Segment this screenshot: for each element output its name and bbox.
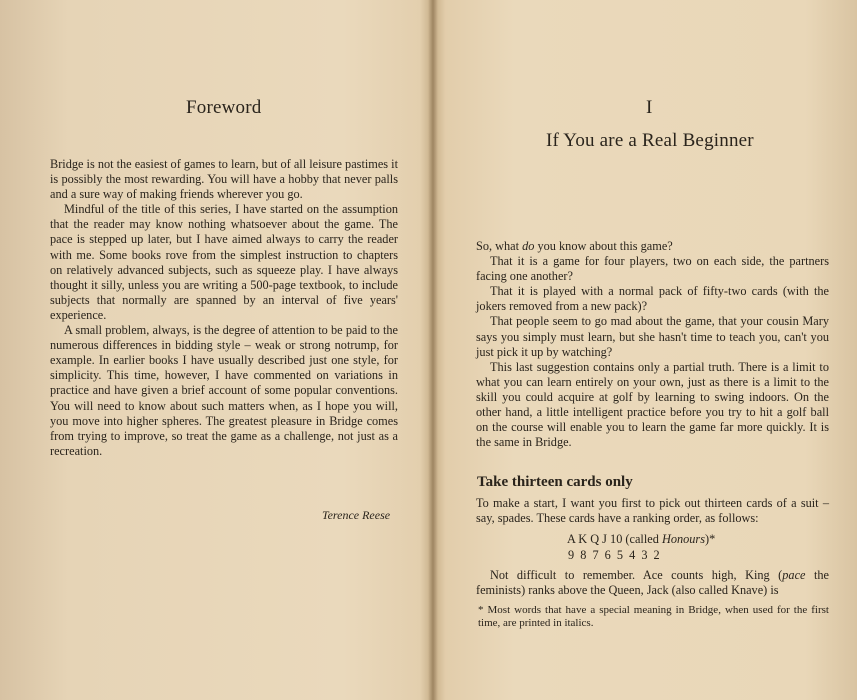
footnote: * Most words that have a special meaning in Bridge, when used for the first time, are printed in italics. [478, 604, 829, 629]
chapter-title: If You are a Real Beginner [546, 130, 754, 151]
foreword-body [50, 157, 398, 459]
right-page [434, 0, 857, 700]
section-paragraph: To make a start, I want you first to pick out thirteen cards of a suit – say, spades. These cards have a ranking order, as follows: [476, 496, 829, 526]
chapter-paragraph: That it is played with a normal pack of fifty-two cards (with the jokers removed from a new pack)? [476, 284, 829, 314]
foreword-title: Foreword [186, 97, 262, 118]
text-run: )* [705, 532, 716, 546]
emphasis-text: do [522, 239, 535, 253]
chapter-paragraph: That it is a game for four players, two on each side, the partners facing one another? [476, 254, 829, 284]
section-heading: Take thirteen cards only [477, 474, 633, 490]
spot-cards-line: 9 8 7 6 5 4 3 2 [568, 548, 662, 562]
card-ranks: A K Q J 10 [567, 532, 623, 546]
author-signature: Terence Reese [322, 508, 391, 522]
section-body-continued [476, 568, 829, 598]
chapter-number: I [646, 97, 653, 118]
section-paragraph [476, 568, 829, 598]
foreword-paragraph: Bridge is not the easiest of games to learn, but of all leisure pastimes it is possibly the most rewarding. You will have a hobby that never palls and a sure way of making friends wherever you go. [50, 157, 398, 202]
emphasis-text: Honours [661, 532, 705, 546]
foreword-paragraph: A small problem, always, is the degree of attention to be paid to the numerous differences in bidding style – weak or strong notrump, for example. In earlier books I have usually described just one style, for simplicity. This time, however, I have commented on variations in practice and have given a brief account of some popular conventions. You will need to know about such matters when, as I hope you will, you move into higher spheres. The greatest pleasure in Bridge comes from trying to improve, so treat the game as a challenge, not just as a recreation. [50, 323, 398, 458]
text-run: you know about this game? [534, 239, 673, 253]
section-body [476, 496, 829, 526]
chapter-paragraph: This last suggestion contains only a partial truth. There is a limit to what you can learn entirely on your own, just as there is a limit to the skill you could acquire at golf by learning to swing indoors. On the other hand, a little intelligent practice before you try to hit a golf ball on the course will enable you to learn the game far more quickly. It is the same in Bridge. [476, 359, 829, 450]
chapter-paragraph [476, 239, 829, 254]
text-run: (called [622, 532, 662, 546]
foreword-paragraph: Mindful of the title of this series, I have started on the assumption that the reader may know nothing whatsoever about the game. The pace is stepped up later, but I have aimed always to carry the reader with me. Some books rove from the simplest instruction to chapters on relatively advanced subjects, such as squeeze play. I have always thought it silly, unless you are writing a 500-page textbook, to include subjects that normally are spanned by an interval of five years' experience. [50, 202, 398, 322]
emphasis-text: pace [782, 568, 806, 582]
text-run: the feminists) ranks above the Queen, Jack (also called Knave) is [476, 568, 829, 598]
text-run: So, what [476, 239, 523, 253]
chapter-body [476, 239, 829, 450]
honours-line [567, 532, 715, 547]
text-run: Not difficult to remember. Ace counts high, King ( [490, 568, 783, 582]
chapter-paragraph: That people seem to go mad about the game, that your cousin Mary says you simply must learn, but she hasn't time to teach you, can't you just pick it up by watching? [476, 314, 829, 359]
